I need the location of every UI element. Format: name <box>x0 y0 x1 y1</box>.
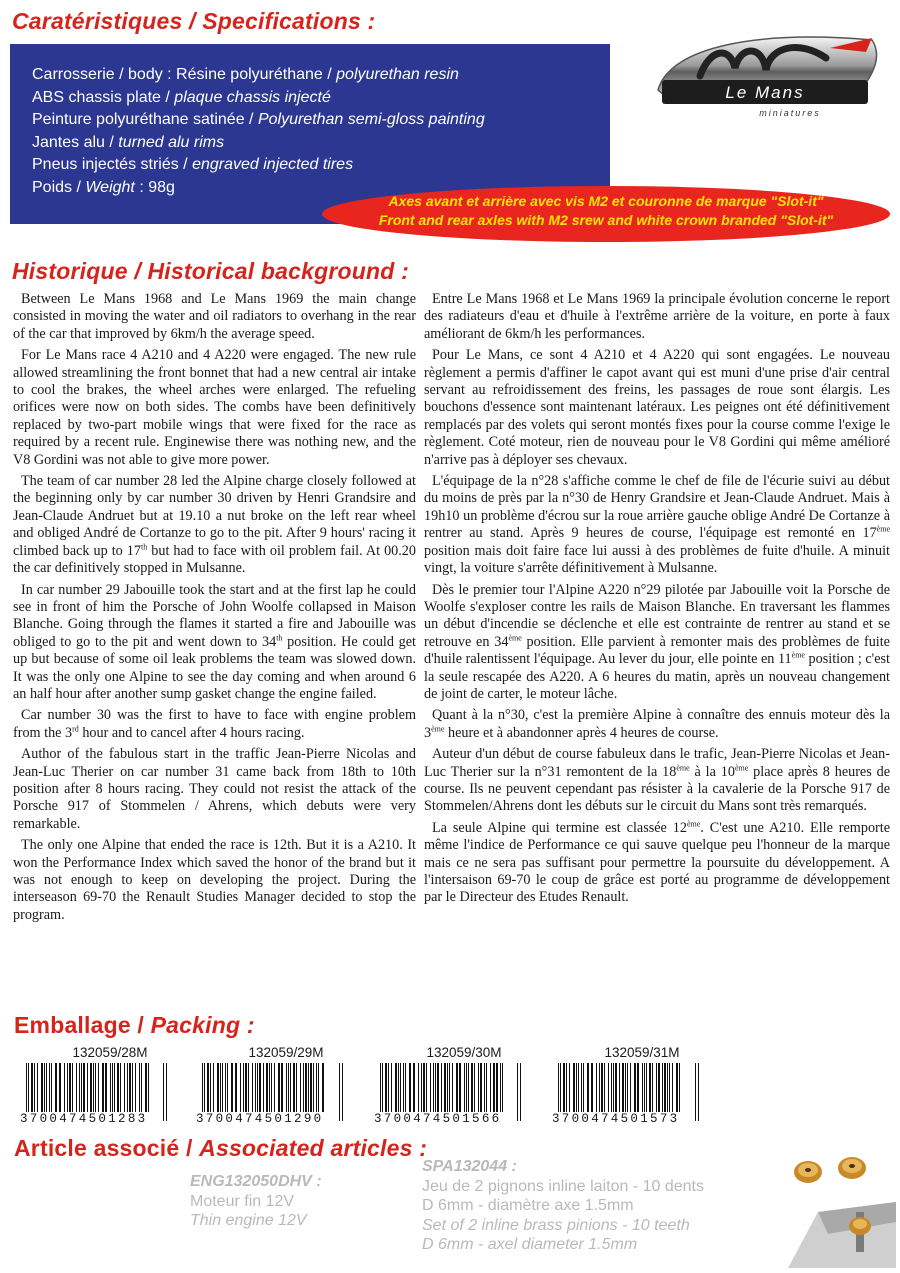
barcode-reference: 132059/28M <box>72 1045 148 1060</box>
history-paragraph: Author of the fabulous start in the traffic Jean-Pierre Nicolas and Jean-Luc Therier on car number 31 came back from 18th to 10th position after 8 hours racing. They could not resist the attack of the Porsche 917 of Stommelen / Ahrens, which debuts were very remarkable. <box>13 746 416 832</box>
barcode-digits: 3700474501566 <box>374 1112 502 1126</box>
history-paragraph: In car number 29 Jabouille took the start and at the first lap he could see in front of him the Porsche of John Woolfe collapsed in Maison Blanche. Going through the flames it started a fire and Jabouille was obliged to go to the pit and went down to 34th position. He could get up but because of some oil leak problems the team was slowed down. It was the only one Alpine to see the day coming and when around 6 an half hour after another sump gasket change the engine failed. <box>13 581 417 702</box>
logo-sub-text: miniatures <box>759 108 821 118</box>
logo-brand-text: Le Mans <box>725 83 805 102</box>
spec-item: Carrosserie / body : Résine polyuréthane / polyurethan resin <box>32 66 459 83</box>
history-paragraph: Dès le premier tour l'Alpine A220 n°29 pilotée par Jabouille voit la Porsche de Woolfe s'exploser contre les rails de Maison Blanche. En traversant les flammes un début d'incendie se déclenche et elle est contrainte de rentrer au stand et se retrouve en 34ème position. Elle parvient à remonter mais des problèmes de fuite d'huile ralentissent l'équipage. Au lever du jour, elle pointe en 11ème position ; c'est la seule rescapée des A220. A 6 heures du matin, après un nouveau changement de joint de carter, le moteur lâche. <box>424 581 890 702</box>
history-paragraph: Quant à la n°30, c'est la première Alpine à connaître des ennuis moteur dès la 3ème heure et à abandonner après 4 heures de course. <box>424 707 890 741</box>
barcode-reference: 132059/29M <box>248 1045 324 1060</box>
history-paragraph: L'équipage de la n°28 s'affiche comme le chef de file de l'écurie suivi au début du moins de près par la n°30 de Henry Grandsire et Jean-Claude Andruet. Mais à 19h10 un problème d'écrou sur la roue arrière gauche oblige André De Cortanze à rentrer au stand. Après 9 heures de course, l'équipage est remonté en 17ème position mais doit faire face lui aussi à des problèmes de fuite d'huile. A minuit vingt, la voiture s'arrête définitivement à Mulsanne. <box>424 473 890 577</box>
history-paragraph: Pour Le Mans, ce sont 4 A210 et 4 A220 qui sont engagées. Le nouveau règlement a permis d'affiner le capot avant qui est muni d'une prise d'air central servant au refroidissement des freins, les passages de roue sont élargis. Les bouchons d'essence sont maintenant latéraux. Les peignes ont été définitivement remplacés par des volets qui seront montés fixes pour la course comme l'exige le règlement. Coté moteur, rien de nouveau pour le V8 Gordini qui même amélioré n'arrive pas à déployer ses chevaux. <box>424 347 890 468</box>
barcode-reference: 132059/31M <box>604 1045 680 1060</box>
history-paragraph: Car number 30 was the first to have to face with engine problem from the 3rd hour and to cancel after 4 hours racing. <box>13 707 416 741</box>
spec-item: ABS chassis plate / plaque chassis injecté <box>32 88 331 106</box>
history-title: Historique / Historical background : <box>12 258 409 284</box>
history-paragraph: For Le Mans race 4 A210 and 4 A220 were engaged. The new rule allowed streamlining the front bonnet that had a new central air intake to cool the brakes, the wheel arches were enlarged. The refueling orifices were now on both sides. The combs have been definitively replaced by two-part mobile wings that were fixed for the race as required by a recent rule. Enginewise there was nothing new, and the V8 Gordini was not able to give more power. <box>13 347 416 468</box>
spec-list <box>32 64 485 199</box>
history-english-column <box>13 291 416 928</box>
associated-title: Article associé / Associated articles : <box>14 1135 428 1161</box>
spec-item: Poids / Weight : 98g <box>32 178 175 196</box>
spec-item: Peinture polyuréthane satinée / Polyurethan semi-gloss painting <box>32 111 485 128</box>
packing-title: Emballage / Packing : <box>14 1012 255 1038</box>
spec-item: Pneus injectés striés / engraved injected tires <box>32 156 354 173</box>
associated-article-pinions: SPA132044 : Jeu de 2 pignons inline laiton - 10 dents D 6mm - diamètre axe 1.5mm Set of 2 inline brass pinions - 10 teeth D 6mm - axel diameter 1.5mm <box>422 1158 704 1253</box>
history-paragraph: Between Le Mans 1968 and Le Mans 1969 the main change consisted in moving the water and oil radiators to overhang in the rear of the car that improved by 6km/h the average speed. <box>13 291 416 342</box>
history-paragraph: The only one Alpine that ended the race is 12th. But it is a A210. It won the Performance Index which saved the honor of the brand but it was not enough to keep on developing the project. During the interseason 69-70 the Renault Studies Manager decided to stop the program. <box>13 837 416 923</box>
le-mans-miniatures-logo <box>640 28 890 130</box>
barcode-digits: 3700474501573 <box>552 1112 680 1126</box>
history-paragraph: The team of car number 28 led the Alpine charge closely followed at the beginning only by car number 30 driven by Henri Grandsire and Jean-Claude Andruet but at 19.10 a nut broke on the left rear wheel and obliged André de Cortanze to go to the pit. After 9 hours' racing it climbed back up to 17th but had to face with oil problem fail. At 00.20 the car definitively stopped in Mulsanne. <box>13 473 416 577</box>
barcode-digits: 3700474501290 <box>196 1112 324 1126</box>
brass-pinions-photo <box>778 1142 896 1268</box>
spec-item: Jantes alu / turned alu rims <box>32 133 225 151</box>
axle-banner <box>320 184 892 244</box>
associated-article-engine: ENG132050DHV : Moteur fin 12V Thin engine 12V <box>190 1173 322 1229</box>
history-paragraph: Entre Le Mans 1968 et Le Mans 1969 la principale évolution concerne le report des radiateurs d'eau et d'huile à l'extrême arrière de la voiture, en porte à faux améliorant de 6km/h les performances. <box>424 291 890 342</box>
barcode-reference: 132059/30M <box>426 1045 502 1060</box>
history-french-column <box>424 291 890 911</box>
axle-banner-text: Axes avant et arrière avec vis M2 et couronne de marque "Slot-it" Front and rear axles with M2 srew and white crown branded "Slot-it" <box>378 193 834 228</box>
specs-title: Caratéristiques / Specifications : <box>12 8 376 34</box>
history-paragraph: La seule Alpine qui termine est classée 12ème. C'est une A210. Elle remporte même l'indice de Performance ce qui sauve quelque peu l'honneur de la marque mais ce ne sera pas suffisant pour permettre la poursuite du développement. A l'intersaison 69-70 le coup de grâce est porté au programme de développement par le Directeur des Etudes Renault. <box>424 819 890 906</box>
history-paragraph: Auteur d'un début de course fabuleux dans le trafic, Jean-Pierre Nicolas et Jean-Luc Therier sur la n°31 remontent de la 18ème à la 10ème place après 8 heures de course. Ils ne peuvent cependant pas résister à la cavalerie de la Porsche 917 de Stommelen/Ahrens dont les débuts sur le circuit du Mans sont très remarqués. <box>424 746 891 815</box>
barcode-digits: 3700474501283 <box>20 1112 148 1126</box>
